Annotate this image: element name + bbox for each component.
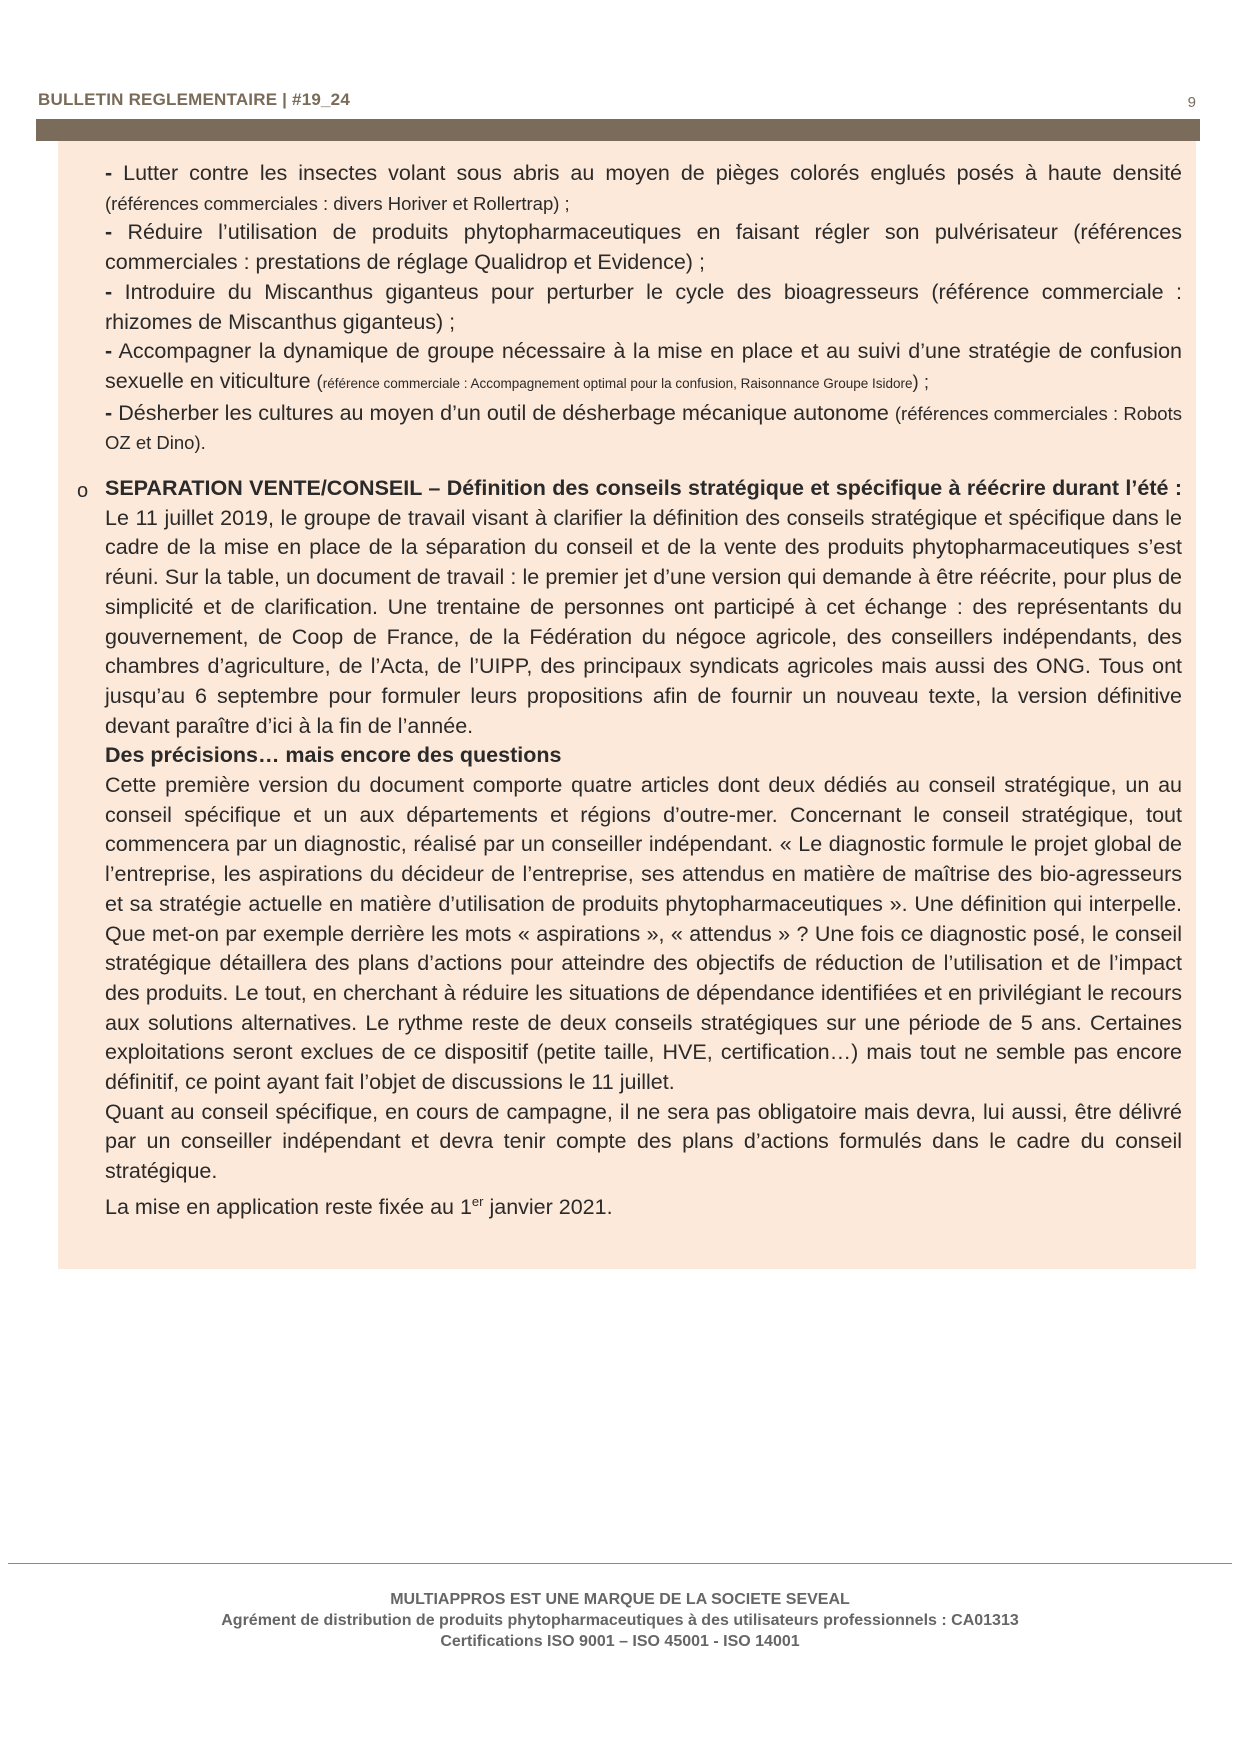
section-paragraph-4	[105, 1187, 1182, 1223]
bullet-circle-icon: o	[77, 480, 89, 502]
ordinal-superscript: er	[471, 1193, 484, 1209]
section-paragraph-3: Quant au conseil spécifique, en cours de campagne, il ne sera pas obligatoire mais devra, lui aussi, être délivré par un conseiller indépendant et devra tenir compte des plans d’actions formulés dans le cadre du conseil stratégique.	[105, 1099, 1182, 1184]
section-heading: SEPARATION VENTE/CONSEIL – Définition des conseils stratégique et spécifique à réécrire durant l’été :	[105, 476, 1182, 500]
section-body	[105, 474, 1182, 1223]
list-item-text: Désherber les cultures au moyen d’un outil de désherbage mécanique autonome	[112, 400, 895, 425]
list-item-text: Accompagner la dynamique de groupe nécessaire à la mise en place et au suivi d’une stratégie de confusion sexuelle en viticulture	[105, 339, 1182, 393]
list-item	[105, 337, 1182, 398]
list-item-text: Réduire l’utilisation de produits phytopharmaceutiques en faisant régler son pulvérisateur (références commerciales : prestations de réglage Qualidrop et Evidence) ;	[105, 220, 1182, 275]
list-dash: -	[105, 339, 113, 364]
list-dash: -	[105, 220, 113, 245]
footer-company: MULTIAPPROS EST UNE MARQUE DE LA SOCIETE SEVEAL	[390, 1591, 850, 1608]
list-item-text: Introduire du Miscanthus giganteus pour perturber le cycle des bioagresseurs (référence commerciale : rhizomes de Miscanthus giganteus) ;	[105, 279, 1182, 334]
list-dash: -	[105, 279, 113, 304]
list-item	[105, 159, 1182, 218]
list-item-reference-open: (	[316, 370, 323, 392]
list-dash: -	[105, 161, 113, 185]
list-item-reference: référence commerciale : Accompagnement optimal pour la confusion, Raisonnance Groupe Isidore	[322, 375, 913, 391]
application-date-text: La mise en application reste fixée au 1	[105, 1195, 472, 1220]
section-paragraph-2: Cette première version du document comporte quatre articles dont deux dédiés au conseil stratégique, un au conseil spécifique et un aux départements et régions d’outre-mer. Concernant le conseil stratégique, tout commencera par un diagnostic, réalisé par un conseiller indépendant. « Le diagnostic formule le projet global de l’entreprise, les aspirations du décideur de l’entreprise, ses attendus en matière de maîtrise des bio-agresseurs et sa stratégie actuelle en matière d’utilisation de produits phytopharmaceutiques ». Une définition qui interpelle. Que met-on par exemple derrière les mots « aspirations », « attendus » ? Une fois ce diagnostic posé, le conseil stratégique détaillera des plans d’actions pour atteindre des objectifs de réduction de l’utilisation et de l’impact des produits. Le tout, en cherchant à réduire les situations de dépendance identifiées et en privilégiant le recours aux solutions alternatives. Le rythme reste de deux conseils stratégiques sur une période de 5 ans. Certaines exploitations seront exclues de ce dispositif (petite taille, HVE, certification…) mais tout ne semble pas encore définitif, ce point ayant fait l’objet de discussions le 11 juillet.	[105, 773, 1182, 1095]
section-paragraph-1: Le 11 juillet 2019, le groupe de travail visant à clarifier la définition des conseils stratégique et spécifique dans le cadre de la mise en place de la séparation du conseil et de la vente des produits phytopharmaceutiques s’est réuni. Sur la table, un document de travail : le premier jet d’une version qui demande à être réécrite, pour plus de simplicité et de clarification. Une trentaine de personnes ont participé à cet échange : des représentants du gouvernement, de Coop de France, de la Fédération du négoce agricole, des conseillers indépendants, des chambres d’agriculture, de l’Acta, de l’UIPP, des principaux syndicats agricoles mais aussi des ONG. Tous ont jusqu’au 6 septembre pour formuler leurs propositions afin de fournir un nouveau texte, la version définitive devant paraître d’ici à la fin de l’année.	[105, 505, 1182, 738]
list-item	[105, 278, 1182, 337]
list-item	[105, 399, 1182, 458]
page-number: 9	[1187, 94, 1196, 111]
list-item-reference: (références commerciales : divers Horiver et Rollertrap) ;	[105, 192, 570, 214]
list-item-reference: (références commerciales : Robots OZ et Dino).	[105, 402, 1182, 454]
header-bar	[36, 119, 1200, 141]
section-intro	[105, 474, 1182, 741]
header-title: BULLETIN REGLEMENTAIRE | #19_24	[38, 90, 350, 109]
application-date-end: janvier 2021.	[483, 1195, 613, 1220]
list-item	[105, 218, 1182, 277]
list-item-text: Lutter contre les insectes volant sous abris au moyen de pièges colorés englués posés à haute densité	[112, 161, 1182, 185]
list-item-reference-close: ) ;	[912, 370, 929, 392]
footer-certifications: Certifications ISO 9001 – ISO 45001 - ISO 14001	[440, 1633, 800, 1650]
footer-divider	[8, 1563, 1232, 1564]
list-dash: -	[105, 400, 113, 425]
footer-approval: Agrément de distribution de produits phytopharmaceutiques à des utilisateurs professionnels : CA01313	[221, 1612, 1019, 1629]
reference-list	[105, 159, 1182, 458]
section-subheading: Des précisions… mais encore des questions	[105, 743, 562, 768]
